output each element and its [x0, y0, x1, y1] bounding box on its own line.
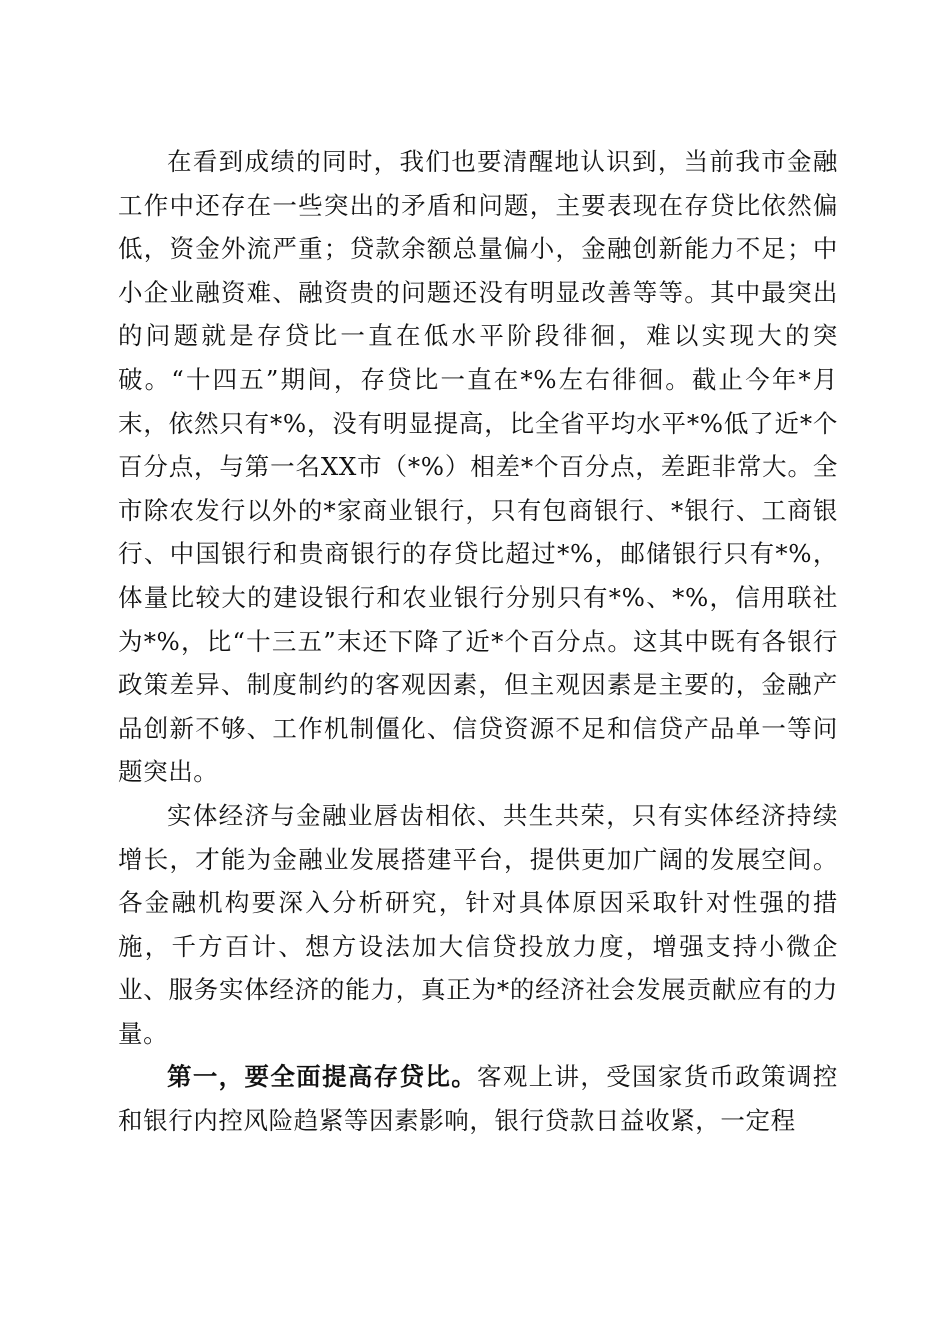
- paragraph-financial-problems: 在看到成绩的同时，我们也要清醒地认识到，当前我市金融工作中还存在一些突出的矛盾和问题，主要表现在存贷比依然偏低，资金外流严重；贷款余额总量偏小，金融创新能力不足；中小企业融资难、融资贵的问题还没有明显改善等等。其中最突出的问题就是存贷比一直在低水平阶段徘徊，难以实现大的突破。“十四五”期间，存贷比一直在*%左右徘徊。截止今年*月末，依然只有*%，没有明显提高，比全省平均水平*%低了近*个百分点，与第一名XX市（*%）相差*个百分点，差距非常大。全市除农发行以外的*家商业银行，只有包商银行、*银行、工商银行、中国银行和贵商银行的存贷比超过*%，邮储银行只有*%，体量比较大的建设银行和农业银行分别只有*%、*%，信用联社为*%，比“十三五”末还下降了近*个百分点。这其中既有各银行政策差异、制度制约的客观因素，但主观因素是主要的，金融产品创新不够、工作机制僵化、信贷资源不足和信贷产品单一等问题突出。: [118, 147, 838, 787]
- paragraph-point-one: [118, 1055, 838, 1142]
- document-page: [118, 140, 838, 1143]
- point-one-heading: 第一，要全面提高存贷比。: [167, 1062, 478, 1092]
- paragraph-real-economy: 实体经济与金融业唇齿相依、共生共荣，只有实体经济持续增长，才能为金融业发展搭建平台，提供更加广阔的发展空间。各金融机构要深入分析研究，针对具体原因采取针对性强的措施，千方百计、想方设法加大信贷投放力度，增强支持小微企业、服务实体经济的能力，真正为*的经济社会发展贡献应有的力量。: [118, 800, 838, 1048]
- point-one-body: 客观上讲，受国家货币政策调控和银行内控风险趋紧等因素影响，银行贷款日益收紧，一定程: [118, 1062, 838, 1136]
